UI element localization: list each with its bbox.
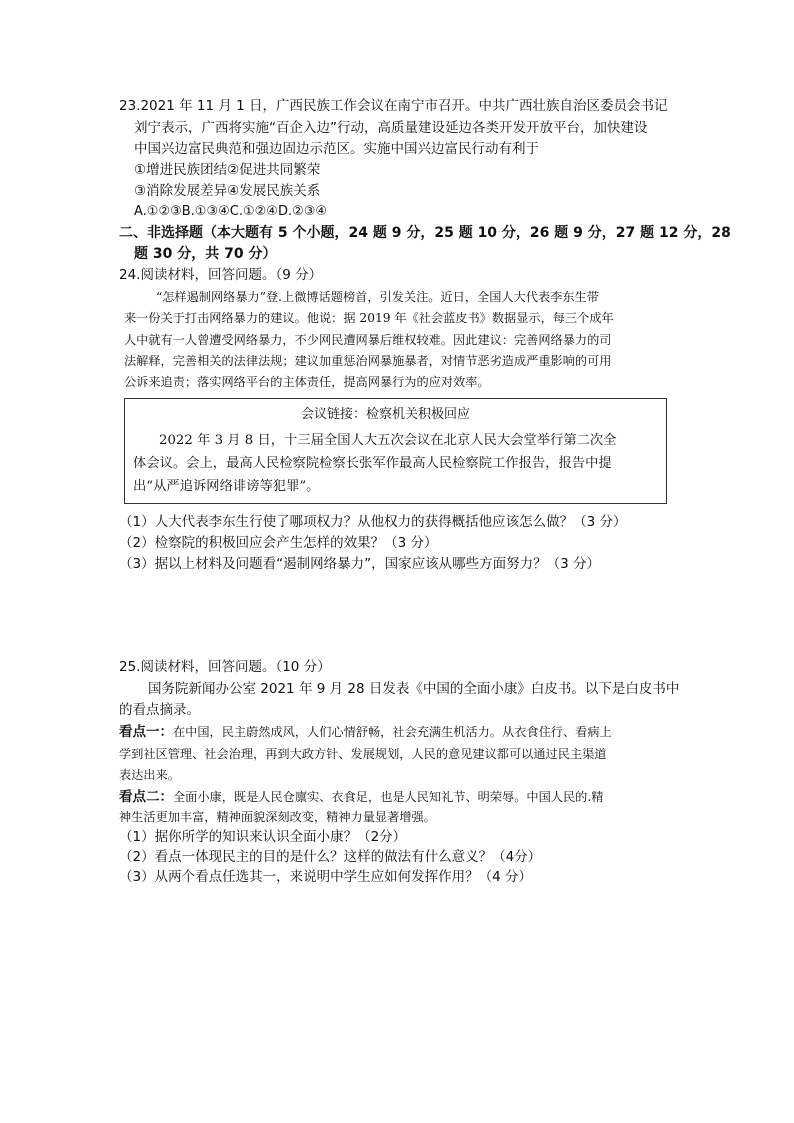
q24-title: 24.阅读材料，回答问题。（9 分） — [119, 267, 323, 283]
q24-material-line-2: 来一份关于打击网络暴力的建议。他说：据 2019 年《社会蓝皮书》数据显示，每三个成年 — [124, 311, 614, 325]
conference-link-box — [124, 398, 667, 504]
q25-title: 25.阅读材料，回答问题。（10 分） — [119, 659, 331, 675]
q23-line-2: 刘宁表示，广西将实施“百企入边”行动，高质量建设延边各类开发开放平台，加快建设 — [134, 120, 648, 136]
q25-point-2-line-1 — [119, 787, 603, 807]
q24-material-line-5: 公诉来追责；落实网络平台的主体责任，提高网暴行为的应对效率。 — [124, 375, 490, 389]
q24-question-2: （2）检察院的积极回应会产生怎样的效果？（3 分） — [119, 535, 438, 551]
section-2-header-line-1: 二、非选择题（本大题有 5 个小题，24 题 9 分，25 题 10 分，26 题 9 分，27 题 12 分，28 — [119, 225, 731, 241]
q25-point-1-line-3: 表达出来。 — [119, 768, 180, 782]
point-1-text: 在中国，民主蔚然成风，人们心情舒畅，社会充满生机活力。从衣食住行、看病上 — [173, 725, 612, 739]
point-1-label: 看点一： — [119, 724, 173, 740]
q23-line-1: 23.2021 年 11 月 1 日，广西民族工作会议在南宁市召开。中共广西壮族自治区委员会书记 — [119, 98, 668, 114]
q24-question-1: （1）人大代表李东生行使了哪项权力？从他权力的获得概括他应该怎么做？（3 分） — [119, 514, 627, 530]
q24-material-line-3: 人中就有一人曾遭受网络暴力，不少网民遭网暴后维权较难。因此建议：完善网络暴力的司 — [124, 333, 612, 347]
q24-material-line-4: 法解释，完善相关的法律法规；建议加重惩治网暴施暴者，对情节恶劣造成严重影响的可用 — [124, 354, 612, 368]
q25-point-1-line-1 — [119, 722, 612, 742]
box-line-1: 2022 年 3 月 8 日，十三届全国人大五次会议在北京人民大会堂举行第二次全 — [159, 433, 617, 448]
q25-intro-line-2: 的看点摘录。 — [119, 702, 200, 718]
q25-question-3: （3）从两个看点任选其一，来说明中学生应如何发挥作用？（4 分） — [119, 869, 532, 885]
box-line-2: 体会议。会上，最高人民检察院检察长张军作最高人民检察院工作报告，报告中提 — [133, 456, 612, 471]
q25-point-1-line-2: 学到社区管理、社会治理，再到大政方针、发展规划，人民的意见建议都可以通过民主渠道 — [119, 747, 607, 761]
q23-line-3: 中国兴边富民典范和强边固边示范区。实施中国兴边富民行动有利于 — [134, 141, 539, 157]
q23-choices: A.①②③B.①③④C.①②④D.②③④ — [134, 204, 328, 219]
q25-question-2: （2）看点一体现民主的目的是什么？这样的做法有什么意义？（4分） — [119, 849, 542, 865]
point-2-label: 看点二： — [119, 789, 173, 805]
q24-question-3: （3）据以上材料及问题看“遏制网络暴力”，国家应该从哪些方面努力？（3 分） — [119, 556, 600, 572]
q25-question-1: （1）据你所学的知识来认识全面小康？（2分） — [119, 829, 407, 845]
q24-material-line-1: “怎样遏制网络暴力”登.上微博话题榜首，引发关注。近日，全国人大代表李东生带 — [156, 290, 599, 304]
section-2-header-line-2: 题 30 分，共 70 分） — [134, 246, 277, 262]
box-title: 会议链接：检察机关积极回应 — [301, 407, 471, 422]
q25-intro-line-1: 国务院新闻办公室 2021 年 9 月 28 日发表《中国的全面小康》白皮书。以下是白皮书中 — [148, 681, 680, 697]
box-line-3: 出“从严追诉网络诽谤等犯罪”。 — [133, 479, 320, 494]
q23-option-1: ①增进民族团结②促进共同繁荣 — [134, 162, 321, 178]
q25-point-2-line-2: 神生活更加丰富，精神面貌深刻改变，精神力量显著增强。 — [119, 810, 436, 824]
point-2-text: 全面小康，既是人民仓廪实、衣食足，也是人民知礼节、明荣辱。中国人民的.精 — [173, 790, 604, 804]
q23-option-2: ③消除发展差异④发展民族关系 — [134, 183, 321, 199]
